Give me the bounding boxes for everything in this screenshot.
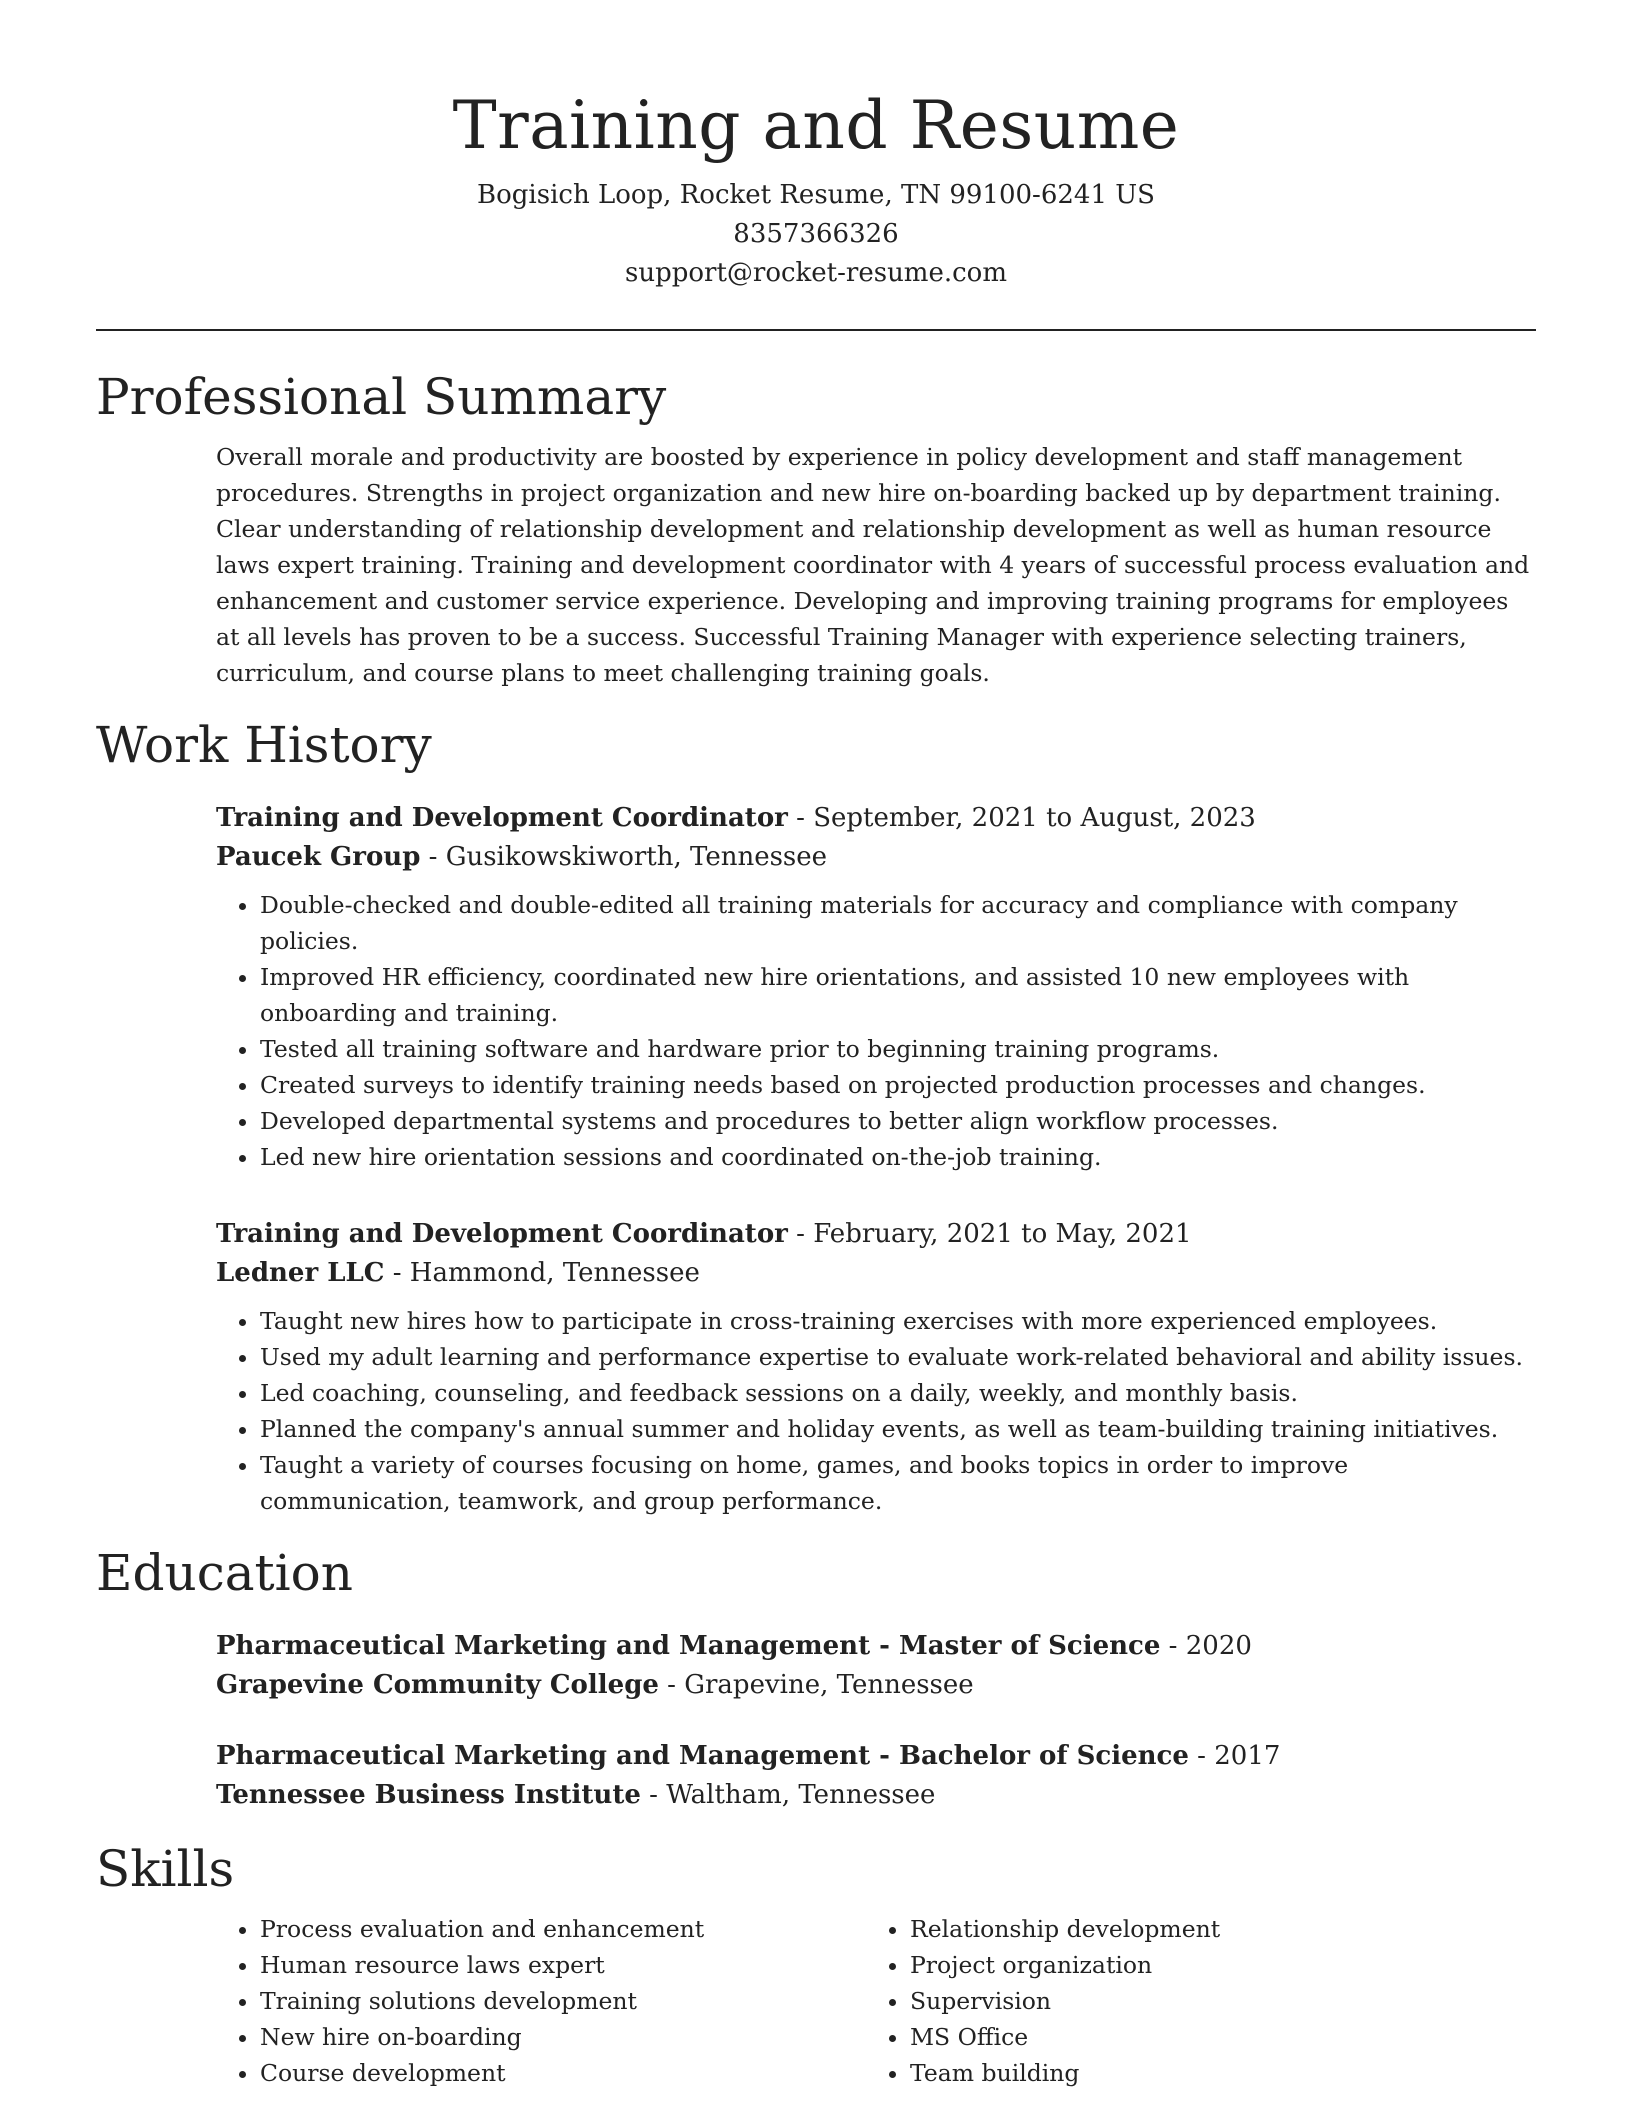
skill-item: • Project organization (910, 1947, 1516, 1983)
skill-item: • Supervision (910, 1983, 1516, 2019)
job-bullet: • Taught new hires how to participate in cross-training exercises with more experienced employees. (260, 1303, 1536, 1339)
job-bullet: • Used my adult learning and performance expertise to evaluate work-related behavioral and ability issues. (260, 1339, 1536, 1375)
skills-list-left (216, 1911, 866, 2091)
education-section-title: Education (96, 1544, 353, 1602)
skill-item: • New hire on-boarding (260, 2019, 866, 2055)
job-location: - Hammond, Tennessee (384, 1258, 700, 1288)
school-line (216, 1776, 1536, 1815)
job-company: Ledner LLC (216, 1258, 385, 1288)
job-company-line (216, 838, 1536, 877)
job-title-line (216, 1215, 1536, 1254)
job-bullet: • Developed departmental systems and procedures to better align workflow processes. (260, 1103, 1536, 1139)
school-name: Grapevine Community College (216, 1670, 659, 1700)
degree-type: - Bachelor of Science (870, 1741, 1189, 1771)
work-history-section (216, 799, 1536, 1519)
degree-entry (216, 1737, 1536, 1815)
degree-year: - 2020 (1160, 1631, 1252, 1661)
degree-line (216, 1737, 1536, 1776)
degree-year: - 2017 (1188, 1741, 1281, 1771)
job-company: Paucek Group (216, 842, 421, 872)
job-bullet: • Created surveys to identify training needs based on projected production processes and changes. (260, 1067, 1536, 1103)
work-history-section-title: Work History (96, 716, 432, 774)
resume-page (96, 0, 1536, 2091)
degree-field: Pharmaceutical Marketing and Management (216, 1741, 871, 1771)
skills-section (216, 1911, 1536, 2091)
job-dates: - February, 2021 to May, 2021 (787, 1219, 1192, 1249)
job-dates: - September, 2021 to August, 2023 (787, 803, 1256, 833)
job-role: Training and Development Coordinator (216, 1219, 788, 1249)
skill-item: • Process evaluation and enhancement (260, 1911, 866, 1947)
job-bullet: • Double-checked and double-edited all training materials for accuracy and compliance with company policies. (260, 887, 1536, 959)
school-line (216, 1666, 1536, 1705)
education-section (216, 1627, 1536, 1815)
job-title-line (216, 799, 1536, 838)
school-name: Tennessee Business Institute (216, 1780, 641, 1810)
skill-item: • Team building (910, 2055, 1516, 2091)
job-entry (216, 1215, 1536, 1519)
skills-column-left (216, 1911, 866, 2091)
job-bullet: • Led coaching, counseling, and feedback sessions on a daily, weekly, and monthly basis. (260, 1375, 1536, 1411)
job-bullets (216, 887, 1536, 1175)
summary-section-title: Professional Summary (96, 368, 667, 426)
resume-header (96, 0, 1536, 293)
contact-info (96, 176, 1536, 293)
skills-list-right (866, 1911, 1516, 2091)
job-bullets (216, 1303, 1536, 1519)
summary-section (216, 439, 1536, 691)
skill-item: • Training solutions development (260, 1983, 866, 2019)
skill-item: • Human resource laws expert (260, 1947, 866, 1983)
header-divider (96, 329, 1536, 331)
skill-item: • Course development (260, 2055, 866, 2091)
degree-type: - Master of Science (870, 1631, 1161, 1661)
degree-field: Pharmaceutical Marketing and Management (216, 1631, 871, 1661)
phone-number: 8357366326 (733, 219, 899, 249)
job-location: - Gusikowskiworth, Tennessee (420, 842, 828, 872)
job-entry (216, 799, 1536, 1175)
job-bullet: • Taught a variety of courses focusing on home, games, and books topics in order to improve communication, teamwork, and group performance. (260, 1447, 1536, 1519)
skills-section-title: Skills (96, 1840, 235, 1898)
candidate-name: Training and Resume (452, 87, 1180, 164)
school-location: - Waltham, Tennessee (640, 1780, 936, 1810)
email-address: support@rocket-resume.com (624, 258, 1007, 288)
address: Bogisich Loop, Rocket Resume, TN 99100-6241 US (477, 180, 1155, 210)
school-location: - Grapevine, Tennessee (658, 1670, 974, 1700)
summary-text: Overall morale and productivity are boosted by experience in policy development and staff management procedures. Strengths in project organization and new hire on-boarding backed up by department training. Clear understanding of relationship development and relationship development as well as human resource laws expert training. Training and development coordinator with 4 years of successful process evaluation and enhancement and customer service experience. Developing and improving training programs for employees at all levels has proven to be a success. Successful Training Manager with experience selecting trainers, curriculum, and course plans to meet challenging training goals. (216, 443, 1530, 687)
skills-column-right (866, 1911, 1516, 2091)
job-bullet: • Improved HR efficiency, coordinated new hire orientations, and assisted 10 new employees with onboarding and training. (260, 959, 1536, 1031)
job-company-line (216, 1254, 1536, 1293)
skill-item: • Relationship development (910, 1911, 1516, 1947)
job-bullet: • Planned the company's annual summer and holiday events, as well as team-building training initiatives. (260, 1411, 1536, 1447)
job-bullet: • Tested all training software and hardware prior to beginning training programs. (260, 1031, 1536, 1067)
job-bullet: • Led new hire orientation sessions and coordinated on-the-job training. (260, 1139, 1536, 1175)
degree-entry (216, 1627, 1536, 1705)
skill-item: • MS Office (910, 2019, 1516, 2055)
job-role: Training and Development Coordinator (216, 803, 788, 833)
degree-line (216, 1627, 1536, 1666)
